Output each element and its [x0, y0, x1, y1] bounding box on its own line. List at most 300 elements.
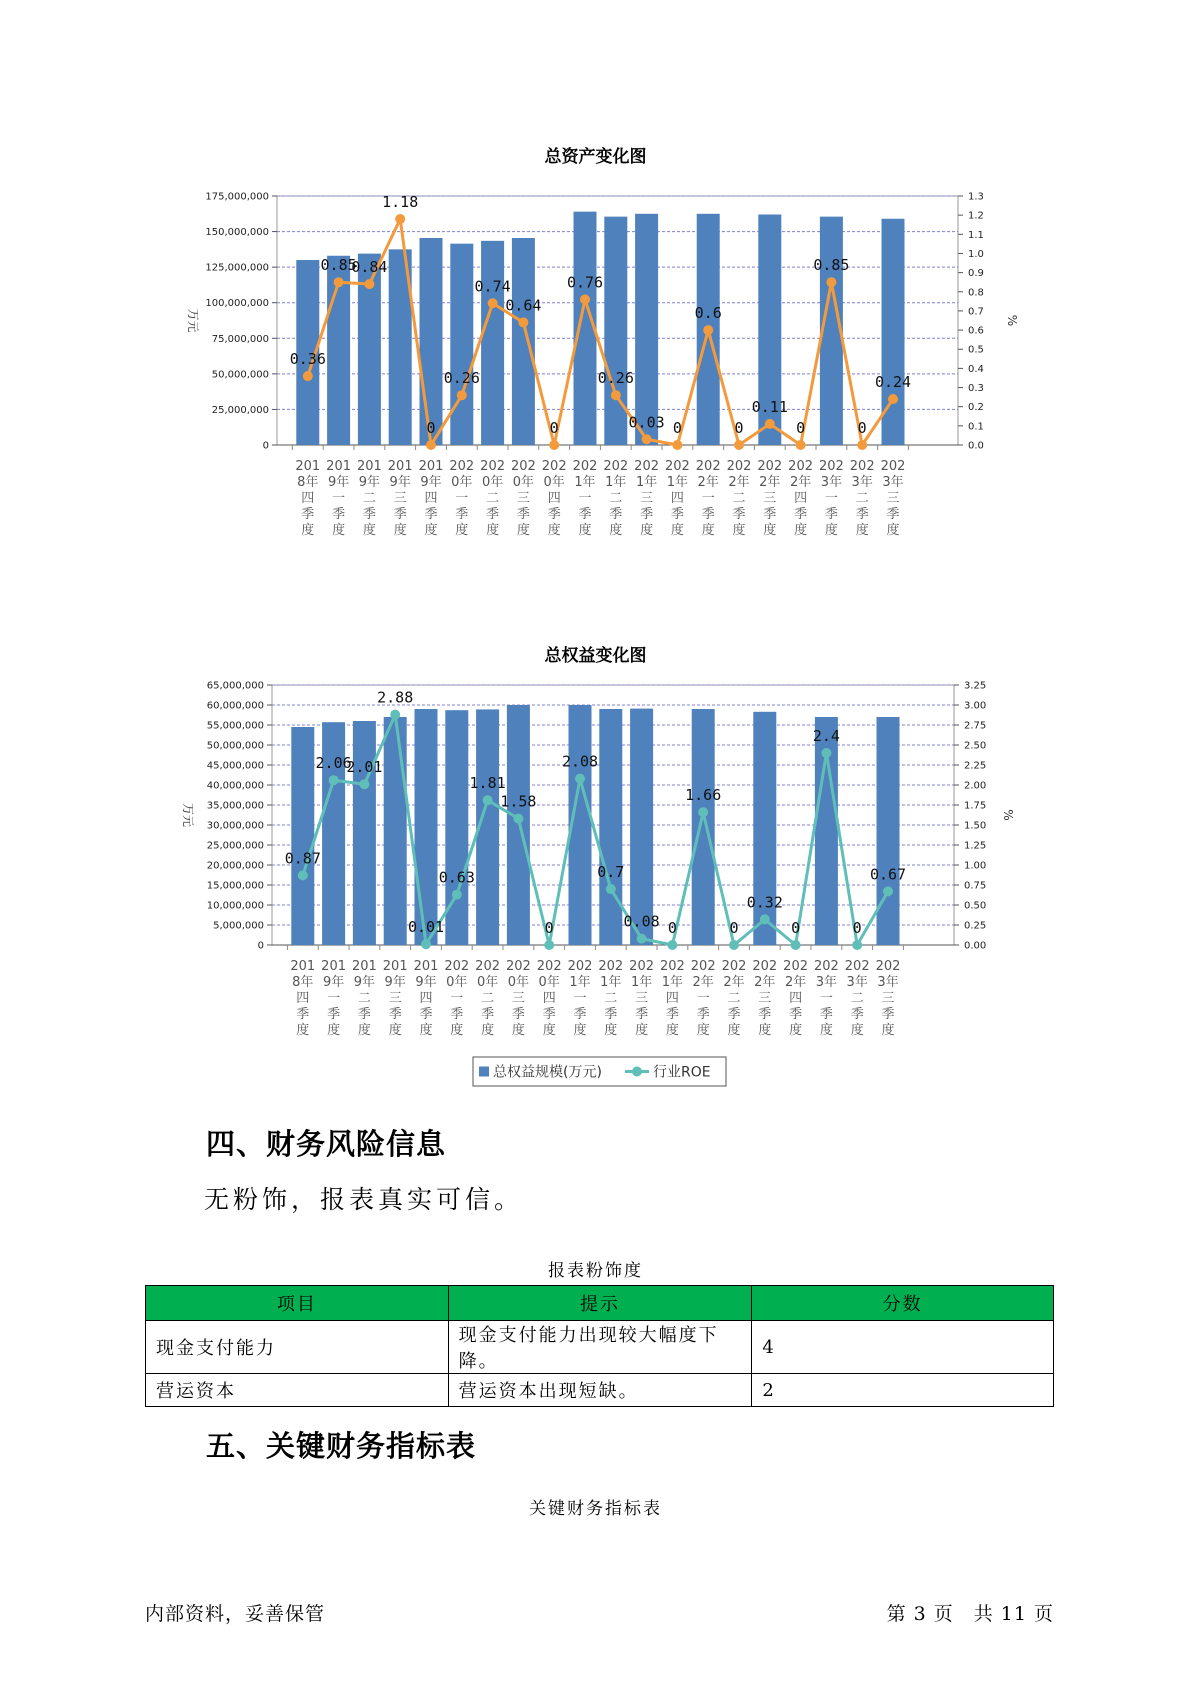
line-point: [298, 870, 308, 880]
x-category-label: 度: [547, 523, 561, 538]
x-category-label: 0年: [512, 475, 535, 490]
x-category-label: 1年: [569, 975, 591, 990]
x-category-label: 2年: [728, 475, 750, 490]
x-category-label: 0年: [507, 975, 530, 990]
data-label: 0: [791, 919, 801, 937]
x-category-label: 201: [326, 459, 352, 474]
x-category-label: 度: [670, 523, 684, 538]
x-category-label: 202: [598, 959, 624, 974]
x-category-label: 四: [670, 491, 684, 506]
x-category-label: 202: [783, 959, 809, 974]
x-category-label: 二: [727, 991, 741, 1006]
section4-text: 无粉饰，报表真实可信。: [204, 1185, 524, 1214]
x-category-label: 202: [875, 959, 901, 974]
y-tick-label: 45,000,000: [206, 760, 264, 772]
x-category-label: 季: [542, 1007, 556, 1022]
legend-label: 总权益规模(万元): [493, 1064, 602, 1081]
y-tick-label: 25,000,000: [211, 404, 269, 416]
x-category-label: 0年: [476, 975, 499, 990]
bar: [415, 709, 438, 945]
table-cell: 营运资本出现短缺。: [448, 1374, 752, 1407]
x-category-label: 度: [604, 1023, 618, 1038]
line-point: [580, 294, 590, 304]
x-category-label: 季: [665, 1007, 679, 1022]
x-category-label: 三: [758, 991, 772, 1006]
line-point: [426, 440, 436, 450]
x-category-label: 季: [296, 1007, 310, 1022]
x-category-label: 度: [296, 1023, 310, 1038]
footer-left: 内部资料，妥善保管: [145, 1603, 326, 1625]
x-category-label: 202: [572, 459, 598, 474]
data-label: 0: [857, 419, 867, 437]
x-category-label: 二: [850, 991, 864, 1006]
x-category-label: 季: [635, 1007, 649, 1022]
x-category-label: 度: [732, 523, 746, 538]
x-category-label: 二: [732, 491, 746, 506]
data-label: 0.87: [284, 849, 321, 868]
x-category-label: 季: [609, 507, 623, 522]
y2-tick-label: 1.25: [964, 840, 987, 852]
x-category-label: 201: [387, 459, 413, 474]
x-category-label: 二: [481, 991, 495, 1006]
x-category-label: 季: [455, 507, 469, 522]
x-category-label: 度: [701, 523, 715, 538]
y2-tick-label: 0.0: [968, 440, 984, 452]
x-category-label: 2年: [784, 975, 807, 990]
bar: [507, 705, 530, 945]
x-category-label: 季: [511, 1007, 525, 1022]
y2-tick-label: 2.25: [964, 760, 987, 772]
bar: [420, 238, 443, 445]
x-category-label: 1年: [661, 975, 684, 990]
y2-tick-label: 2.00: [964, 780, 987, 792]
x-category-label: 季: [393, 507, 407, 522]
x-category-label: 9年: [389, 475, 411, 490]
x-category-label: 度: [609, 523, 623, 538]
x-category-label: 3年: [815, 975, 838, 990]
y2-tick-label: 1.00: [964, 860, 987, 872]
line-point: [488, 298, 498, 308]
x-category-label: 四: [424, 491, 438, 506]
x-category-label: 202: [567, 959, 593, 974]
x-category-label: 9年: [420, 475, 442, 490]
x-category-label: 202: [634, 459, 660, 474]
line-point: [513, 814, 523, 824]
x-category-label: 202: [849, 459, 875, 474]
x-category-label: 季: [701, 507, 715, 522]
x-category-label: 9年: [415, 975, 437, 990]
x-category-label: 季: [696, 1007, 710, 1022]
x-category-label: 二: [609, 491, 623, 506]
x-category-label: 二: [855, 491, 869, 506]
y2-tick-label: 0.6: [968, 325, 984, 337]
x-category-label: 四: [547, 491, 561, 506]
x-category-label: 季: [640, 507, 654, 522]
x-category-label: 三: [886, 491, 900, 506]
data-label: 0.76: [566, 273, 604, 292]
x-category-label: 3年: [846, 975, 868, 990]
line-point: [611, 390, 621, 400]
x-category-label: 度: [850, 1023, 864, 1038]
y2-tick-label: 2.75: [964, 720, 987, 732]
y2-tick-label: 0.25: [964, 920, 987, 932]
x-category-label: 2年: [759, 475, 781, 490]
data-label: 0.26: [443, 369, 480, 388]
x-category-label: 3年: [882, 475, 904, 490]
line-point: [483, 795, 493, 805]
x-category-label: 201: [356, 459, 382, 474]
x-category-label: 三: [881, 991, 895, 1006]
x-category-label: 8年: [297, 475, 319, 490]
data-label: 0: [796, 419, 806, 437]
data-label: 0.08: [623, 912, 660, 931]
data-label: 0.36: [289, 350, 326, 369]
x-category-label: 季: [670, 507, 684, 522]
bar: [635, 214, 658, 445]
table-row: [146, 1374, 1054, 1407]
x-category-label: 三: [640, 491, 654, 506]
y2-tick-label: 0.9: [968, 268, 984, 280]
x-category-label: 季: [362, 507, 376, 522]
y2-axis-title: %: [1001, 809, 1015, 821]
y-tick-label: 50,000,000: [211, 369, 269, 381]
y2-axis-title: %: [1005, 314, 1019, 327]
x-category-label: 四: [296, 991, 310, 1006]
line-point: [703, 325, 713, 335]
x-category-label: 202: [788, 459, 814, 474]
x-category-label: 三: [635, 991, 649, 1006]
x-category-label: 度: [481, 1023, 495, 1038]
data-label: 0.85: [813, 256, 850, 275]
x-category-label: 8年: [292, 975, 314, 990]
bar: [450, 244, 473, 445]
y2-tick-label: 0.50: [964, 900, 987, 912]
x-category-label: 三: [388, 991, 402, 1006]
x-category-label: 202: [659, 959, 685, 974]
line-point: [395, 214, 405, 224]
x-category-label: 3年: [820, 475, 843, 490]
x-category-label: 度: [419, 1023, 433, 1038]
line-point: [791, 940, 801, 950]
line-point: [334, 277, 344, 287]
x-category-label: 度: [486, 523, 500, 538]
x-category-label: 202: [695, 459, 721, 474]
x-category-label: 季: [516, 507, 530, 522]
x-category-label: 202: [536, 959, 562, 974]
y-tick-label: 0: [257, 940, 264, 952]
x-category-label: 202: [726, 459, 752, 474]
x-category-label: 2年: [723, 975, 745, 990]
x-category-label: 202: [752, 959, 778, 974]
x-category-label: 9年: [322, 975, 345, 990]
risk-table-caption: 报表粉饰度: [548, 1261, 643, 1281]
x-category-label: 季: [573, 1007, 587, 1022]
data-label: 0.84: [351, 258, 388, 277]
x-category-label: 9年: [353, 975, 376, 990]
x-category-label: 一: [701, 491, 715, 506]
x-category-label: 9年: [358, 475, 381, 490]
x-category-label: 一: [455, 491, 469, 506]
line-point: [672, 440, 682, 450]
y-tick-label: 60,000,000: [206, 700, 264, 712]
y2-tick-label: 1.0: [968, 248, 984, 260]
line-point: [667, 940, 677, 950]
line-point: [796, 440, 806, 450]
line-point: [765, 419, 775, 429]
bar: [512, 238, 535, 445]
data-label: 1.58: [500, 792, 537, 811]
line-point: [457, 390, 467, 400]
data-label: 2.06: [315, 754, 352, 773]
data-label: 0: [549, 419, 559, 437]
x-category-label: 度: [640, 523, 654, 538]
x-category-label: 季: [578, 507, 592, 522]
line-point: [883, 886, 893, 896]
x-category-label: 度: [886, 523, 900, 538]
x-category-label: 201: [351, 959, 377, 974]
line-point: [518, 317, 528, 327]
x-category-label: 季: [886, 507, 900, 522]
line-point: [760, 914, 770, 924]
x-category-label: 201: [382, 959, 408, 974]
y2-tick-label: 1.3: [968, 191, 984, 203]
bar: [630, 709, 653, 945]
bar: [877, 717, 900, 945]
x-category-label: 二: [362, 491, 376, 506]
line-point: [421, 939, 431, 949]
x-category-label: 202: [475, 959, 501, 974]
line-point: [364, 279, 374, 289]
data-label: 0: [667, 919, 677, 937]
x-category-label: 202: [505, 959, 531, 974]
x-category-label: 一: [450, 991, 464, 1006]
y-tick-label: 65,000,000: [206, 680, 264, 692]
x-category-label: 度: [388, 1023, 402, 1038]
x-category-label: 一: [578, 491, 592, 506]
line-point: [888, 394, 898, 404]
x-category-label: 度: [824, 523, 838, 538]
x-category-label: 度: [301, 523, 315, 538]
x-category-label: 三: [516, 491, 530, 506]
data-label: 0: [544, 919, 554, 937]
x-category-label: 1年: [630, 975, 653, 990]
y-axis-title: 万元: [181, 802, 195, 828]
footer-page-number: 第 3 页 共 11 页: [886, 1603, 1054, 1625]
data-label: 2.01: [346, 758, 383, 777]
y2-tick-label: 1.50: [964, 820, 987, 832]
x-category-label: 度: [727, 1023, 741, 1038]
y-tick-label: 35,000,000: [206, 800, 264, 812]
data-label: 0.32: [746, 893, 783, 912]
line-point: [303, 371, 313, 381]
bar: [353, 721, 376, 945]
data-label: 1.66: [685, 786, 722, 805]
x-category-label: 202: [449, 459, 475, 474]
risk-table-header: 分数: [752, 1286, 1054, 1321]
x-category-label: 度: [763, 523, 777, 538]
line-point: [390, 710, 400, 720]
y-tick-label: 50,000,000: [206, 740, 264, 752]
y-tick-label: 10,000,000: [206, 900, 264, 912]
table-row: [146, 1321, 1054, 1374]
data-label: 0.26: [597, 369, 634, 388]
x-category-label: 1年: [666, 475, 689, 490]
x-category-label: 度: [516, 523, 530, 538]
data-label: 0: [729, 919, 739, 937]
data-label: 0.85: [320, 256, 357, 275]
risk-table-header-row: [146, 1286, 1054, 1321]
x-category-label: 季: [424, 507, 438, 522]
y2-tick-label: 0.8: [968, 287, 984, 299]
table-cell: 现金支付能力出现较大幅度下降。: [448, 1321, 752, 1374]
x-category-label: 0年: [446, 975, 468, 990]
x-category-label: 1年: [605, 475, 627, 490]
data-label: 0.64: [505, 296, 542, 315]
data-label: 0.01: [407, 918, 445, 937]
x-category-label: 度: [424, 523, 438, 538]
bar: [291, 727, 314, 945]
data-label: 0.03: [628, 413, 665, 432]
y-tick-label: 100,000,000: [205, 298, 269, 310]
x-category-label: 季: [824, 507, 838, 522]
x-category-label: 三: [511, 991, 525, 1006]
x-category-label: 202: [690, 959, 716, 974]
x-category-label: 202: [880, 459, 906, 474]
x-category-label: 一: [696, 991, 710, 1006]
x-category-label: 季: [357, 1007, 371, 1022]
x-category-label: 四: [665, 991, 679, 1006]
data-label: 0: [672, 419, 682, 437]
line-point: [826, 277, 836, 287]
y-tick-label: 175,000,000: [205, 191, 269, 203]
equity-chart-title: 总权益变化图: [544, 646, 647, 666]
bar: [604, 217, 627, 445]
line-point: [452, 890, 462, 900]
data-label: 1.18: [382, 192, 419, 211]
section4-heading: 四、财务风险信息: [206, 1127, 447, 1161]
legend-label: 行业ROE: [653, 1064, 711, 1081]
y-tick-label: 25,000,000: [206, 840, 264, 852]
x-category-label: 季: [332, 507, 346, 522]
x-category-label: 季: [450, 1007, 464, 1022]
x-category-label: 度: [696, 1023, 710, 1038]
bar: [481, 241, 504, 445]
data-label: 2.08: [561, 752, 599, 771]
y-tick-label: 125,000,000: [205, 262, 269, 274]
data-label: 0.67: [869, 865, 907, 884]
x-category-label: 202: [629, 959, 655, 974]
x-category-label: 0年: [481, 475, 504, 490]
y2-tick-label: 1.75: [964, 800, 987, 812]
x-category-label: 202: [603, 459, 629, 474]
table-cell: 营运资本: [146, 1374, 449, 1407]
x-category-label: 1年: [574, 475, 596, 490]
x-category-label: 度: [393, 523, 407, 538]
line-point: [642, 434, 652, 444]
x-category-label: 季: [604, 1007, 618, 1022]
x-category-label: 3年: [851, 475, 873, 490]
y-axis-title: 万元: [186, 308, 200, 333]
risk-table-header: 提示: [448, 1286, 752, 1321]
data-label: 0.11: [751, 397, 788, 416]
x-category-label: 201: [418, 459, 444, 474]
data-label: 0: [426, 419, 436, 437]
table-cell: 现金支付能力: [146, 1321, 449, 1374]
data-label: 0.7: [597, 863, 625, 881]
line-point: [857, 440, 867, 450]
y-tick-label: 40,000,000: [206, 780, 264, 792]
x-category-label: 202: [721, 959, 747, 974]
x-category-label: 度: [758, 1023, 772, 1038]
x-category-label: 202: [541, 459, 567, 474]
key-table-caption: 关键财务指标表: [529, 1499, 662, 1519]
bar: [597, 709, 625, 945]
assets-chart: [0, 170, 1191, 590]
x-category-label: 季: [301, 507, 315, 522]
y2-tick-label: 2.50: [964, 740, 987, 752]
line-point: [359, 779, 369, 789]
y-tick-label: 0: [262, 440, 269, 452]
y2-tick-label: 0.1: [968, 421, 984, 433]
y2-tick-label: 0.7: [968, 306, 984, 318]
x-category-label: 3年: [877, 975, 899, 990]
line-point: [544, 940, 554, 950]
x-category-label: 季: [327, 1007, 341, 1022]
data-label: 0: [852, 919, 862, 937]
section5-heading: 五、关键财务指标表: [206, 1429, 477, 1463]
x-category-label: 季: [419, 1007, 433, 1022]
y2-tick-label: 0.2: [968, 402, 984, 414]
x-category-label: 度: [573, 1023, 587, 1038]
x-category-label: 度: [327, 1023, 341, 1038]
bar: [384, 717, 407, 945]
y2-tick-label: 3.25: [964, 680, 987, 692]
x-category-label: 一: [573, 991, 587, 1006]
x-category-label: 四: [301, 491, 315, 506]
x-category-label: 度: [665, 1023, 679, 1038]
equity-chart: [0, 670, 1191, 1090]
y2-tick-label: 0.00: [964, 940, 987, 952]
y-tick-label: 150,000,000: [205, 227, 269, 239]
x-category-label: 度: [635, 1023, 649, 1038]
x-category-label: 202: [444, 959, 470, 974]
x-category-label: 度: [542, 1023, 556, 1038]
x-category-label: 季: [819, 1007, 833, 1022]
x-category-label: 度: [450, 1023, 464, 1038]
x-category-label: 四: [794, 491, 808, 506]
x-category-label: 2年: [697, 475, 719, 490]
x-category-label: 201: [290, 959, 316, 974]
x-category-label: 9年: [327, 475, 350, 490]
x-category-label: 一: [332, 491, 346, 506]
x-category-label: 1年: [600, 975, 622, 990]
x-category-label: 季: [486, 507, 500, 522]
line-point: [698, 807, 708, 817]
x-category-label: 度: [794, 523, 808, 538]
x-category-label: 201: [413, 959, 439, 974]
data-label: 2.4: [812, 727, 840, 745]
x-category-label: 二: [486, 491, 500, 506]
line-point: [575, 774, 585, 784]
x-category-label: 四: [542, 991, 556, 1006]
line-point: [637, 934, 647, 944]
x-category-label: 202: [813, 959, 839, 974]
x-category-label: 202: [844, 959, 870, 974]
line-point: [821, 748, 831, 758]
x-category-label: 2年: [692, 975, 714, 990]
x-category-label: 0年: [451, 475, 473, 490]
x-category-label: 季: [388, 1007, 402, 1022]
